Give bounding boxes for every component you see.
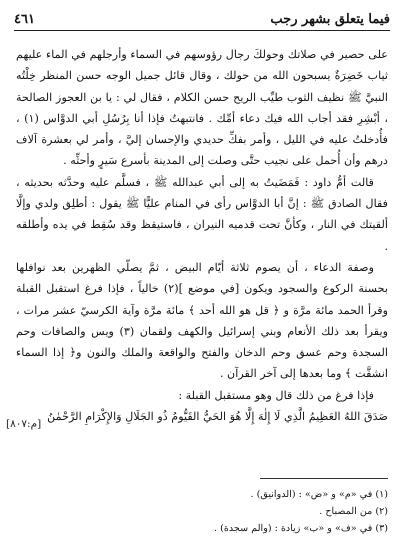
header-title: فيما يتعلق بشهر رجب xyxy=(270,11,390,27)
paragraph-3: وصفة الدعاء ، أن يصوم ثلاثة أيّام البيض ، ثمَّ يصلّي الظهرين بعد نوافلها بحسنة الركوع والسجود ويكون [في موضع ](٢) خالياً ، فإذا فرغ استقبل القبلة وقرأ الحمد مائة مرَّة و ﴿ قل هو الله أحد ﴾ مائة مرَّة وآية الكرسيّ عشر مرات ، ويقرأ بعد ذلك الأنعام وبني إسرائيل والكهف ولقمان (٣) ويس والصافات وحم السجدة وحم عسق وحم الدخان والفتح والواقعة والملك والنون و﴿ إذا السماء انشقَّت ﴾ وما بعدها إلى آخر القرآن . xyxy=(16,260,388,381)
paragraph-4: فإذا فرغ من ذلك قال وهو مستقبل القبلة : xyxy=(178,388,374,402)
paragraph-5: صَدَقَ اللهُ العَظِيمُ الَّذِي لَا إِلٰهَ إِلَّا هُوَ الحَيُّ القَيُّومُ ذُو الجَلَالِ وَالإِكْرَامِ الرَّحْمٰنُ xyxy=(47,410,388,424)
paragraph-2: قالت أمُّ داود : فَمَضَيتُ به إلى أبي عبدالله ﷺ ، فسلَّم عليه وحدَّثه بحديثه ، فقال الصادق ﷺ : إنَّ أبا الدوَّاس رأى في المنام عليًّا ﷺ يقول : أطلِق ولدي وإلَّا ألقيتك في النار ، وكأنَّ تحت قدميه النيران ، فاستيقظ وقد سُقِط في يده وأطلقه . xyxy=(16,175,388,253)
main-text xyxy=(16,44,388,427)
footnote-1: (١) في «م» و «ض» : (الدوانيق) . xyxy=(250,489,388,500)
footnote-3: (٣) في «ف» و «ب» زيادة : (والم سجدة) . xyxy=(214,523,388,534)
margin-reference: [م:٨٠٧] xyxy=(6,418,42,430)
running-header xyxy=(14,8,390,31)
paragraph-1: على حصير في صلاتك وحولكَ رجال رؤوسهم في السماء وأرجلهم في الماء عليهم ثياب خَضِرَةٌ يسبحون الله من حولك ، وقال قائل جميل الوجه حسن المنظر خِلْتُه النبيَّ ﷺ نظيف الثوب طيِّب الريح حسن الكلام ، فقال لي : يا بن العجوز الصالحة ، أبْشِرِ فقد أجاب الله فيك دعاء أمِّك . فانتبهتُ فإذا أنا بِرُسُلِ أبي الدوَّاس (١) ، فأُدخلتُ عليه في الليل ، وأمر بفكِّ حديدي والإحسان إليَّ ، وأمر لي بعشرة آلاف درهم وأن أُحمل على نجيب حتَّى وصلت إلى المدينة بأسرع سَيرٍ وأحثِّه . xyxy=(16,48,388,168)
footnotes xyxy=(16,486,388,537)
footnote-2: (٢) من المصباح . xyxy=(319,506,388,517)
page-number: ٤٦١ xyxy=(14,11,35,27)
footnote-divider xyxy=(260,478,388,479)
